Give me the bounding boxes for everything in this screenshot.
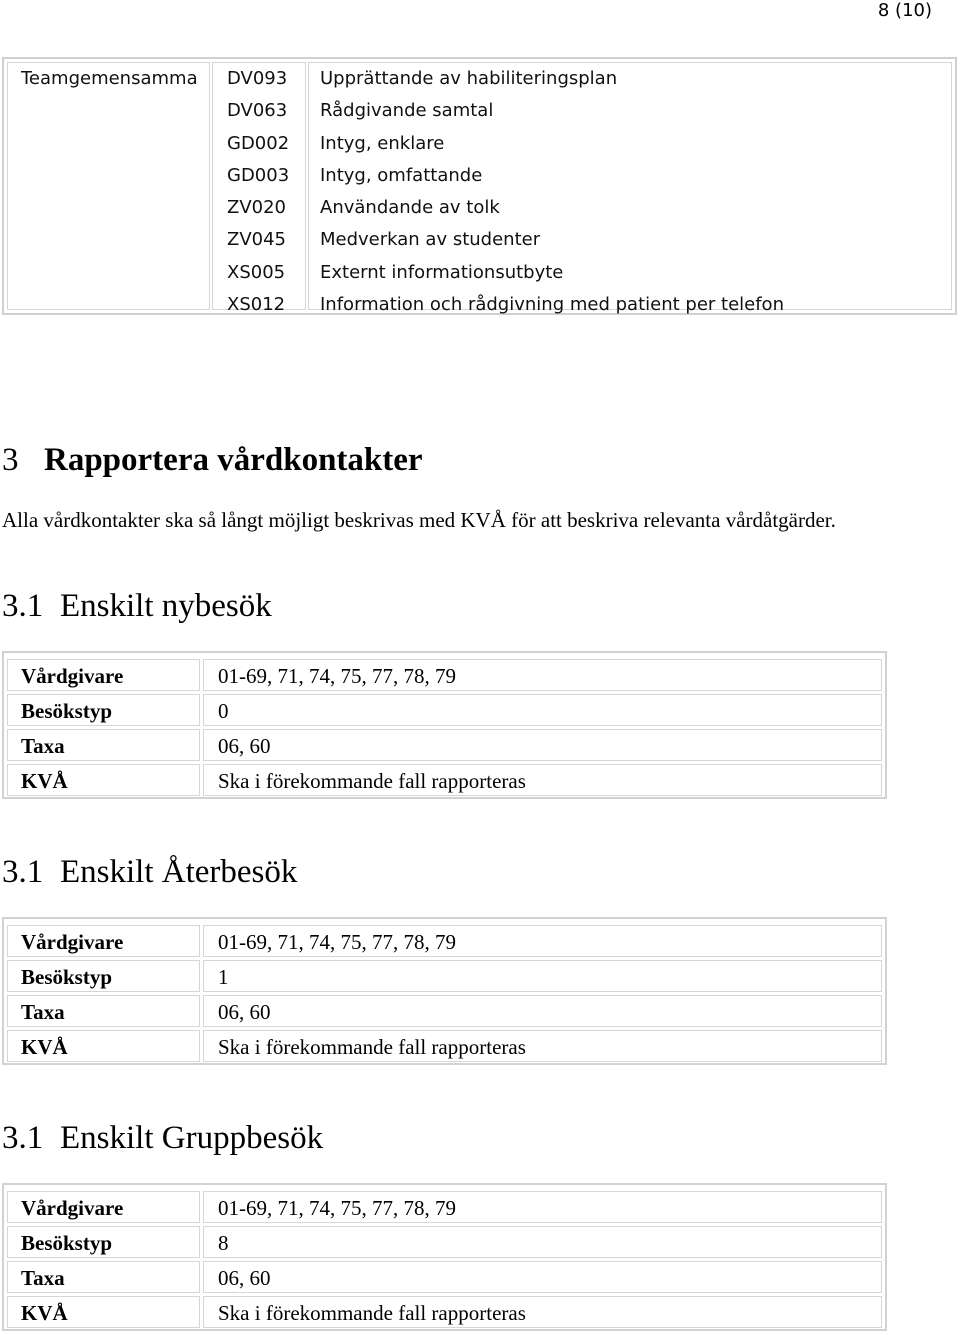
- row-key: KVÅ: [7, 764, 200, 796]
- table-row: [7, 925, 882, 957]
- code-description: Rådgivande samtal: [320, 100, 494, 122]
- row-value: 0: [203, 694, 882, 726]
- subsection-heading: [2, 584, 272, 628]
- row-value: 01-69, 71, 74, 75, 77, 78, 79: [203, 925, 882, 957]
- row-value: 06, 60: [203, 729, 882, 761]
- subsection-number: 3.1: [2, 588, 44, 624]
- code: GD003: [227, 164, 290, 186]
- code: XS005: [227, 261, 286, 283]
- row-key: Taxa: [7, 1261, 200, 1293]
- table-row: [7, 995, 882, 1027]
- code: ZV020: [227, 197, 287, 219]
- subsection-number: 3.1: [2, 854, 44, 890]
- subsection-heading: [2, 850, 297, 894]
- code: DV063: [227, 100, 288, 122]
- table-row: [7, 694, 882, 726]
- row-key: KVÅ: [7, 1296, 200, 1328]
- visit-info-table: [2, 651, 887, 799]
- table-row: [7, 1191, 882, 1223]
- row-key: Besökstyp: [7, 694, 200, 726]
- subsection-title: Enskilt Återbesök: [60, 854, 298, 890]
- subsection-number: 3.1: [2, 1120, 44, 1156]
- table-row: [7, 659, 882, 691]
- code-description: Information och rådgivning med patient per telefon: [320, 294, 784, 316]
- row-key: Vårdgivare: [7, 659, 200, 691]
- section-title: Rapportera vårdkontakter: [44, 442, 423, 478]
- table-row: [7, 1296, 882, 1328]
- table-row: [7, 1261, 882, 1293]
- section-paragraph: Alla vårdkontakter ska så långt möjligt beskrivas med KVÅ för att beskriva relevanta vårdåtgärder.: [2, 508, 836, 532]
- table-row: [7, 960, 882, 992]
- row-value: 06, 60: [203, 1261, 882, 1293]
- category-cell: [7, 62, 210, 310]
- procedure-code-table: [2, 57, 957, 315]
- descriptions-cell: [308, 62, 952, 316]
- visit-info-table: [2, 1183, 887, 1331]
- row-key: Taxa: [7, 729, 200, 761]
- category-label: Teamgemensamma: [21, 68, 198, 89]
- row-value: 8: [203, 1226, 882, 1258]
- code-description: Externt informationsutbyte: [320, 261, 564, 283]
- subsection-title: Enskilt Gruppbesök: [60, 1120, 324, 1156]
- table-row: [7, 729, 882, 761]
- table-row: [7, 1226, 882, 1258]
- subsection-title: Enskilt nybesök: [60, 588, 272, 624]
- page-number: 8 (10): [877, 0, 932, 21]
- row-value: Ska i förekommande fall rapporteras: [203, 1296, 882, 1328]
- row-key: Besökstyp: [7, 960, 200, 992]
- code: GD002: [227, 132, 290, 154]
- table-row: [7, 764, 882, 796]
- row-value: 01-69, 71, 74, 75, 77, 78, 79: [203, 659, 882, 691]
- row-value: 06, 60: [203, 995, 882, 1027]
- visit-info-table: [2, 917, 887, 1065]
- code: XS012: [227, 294, 286, 316]
- code-description: Upprättande av habiliteringsplan: [320, 68, 618, 89]
- row-value: 1: [203, 960, 882, 992]
- row-value: Ska i förekommande fall rapporteras: [203, 1030, 882, 1062]
- code: ZV045: [227, 229, 287, 251]
- section-number: 3: [2, 442, 19, 478]
- code-description: Intyg, enklare: [320, 132, 445, 154]
- row-key: Besökstyp: [7, 1226, 200, 1258]
- code-description: Intyg, omfattande: [320, 164, 483, 186]
- row-key: Taxa: [7, 995, 200, 1027]
- row-value: Ska i förekommande fall rapporteras: [203, 764, 882, 796]
- row-key: KVÅ: [7, 1030, 200, 1062]
- subsection-heading: [2, 1116, 323, 1160]
- section-heading: [2, 438, 423, 482]
- code-description: Användande av tolk: [320, 197, 500, 219]
- table-row: [7, 1030, 882, 1062]
- code: DV093: [227, 68, 288, 89]
- row-key: Vårdgivare: [7, 925, 200, 957]
- row-key: Vårdgivare: [7, 1191, 200, 1223]
- row-value: 01-69, 71, 74, 75, 77, 78, 79: [203, 1191, 882, 1223]
- code-description: Medverkan av studenter: [320, 229, 541, 251]
- codes-cell: [212, 62, 306, 316]
